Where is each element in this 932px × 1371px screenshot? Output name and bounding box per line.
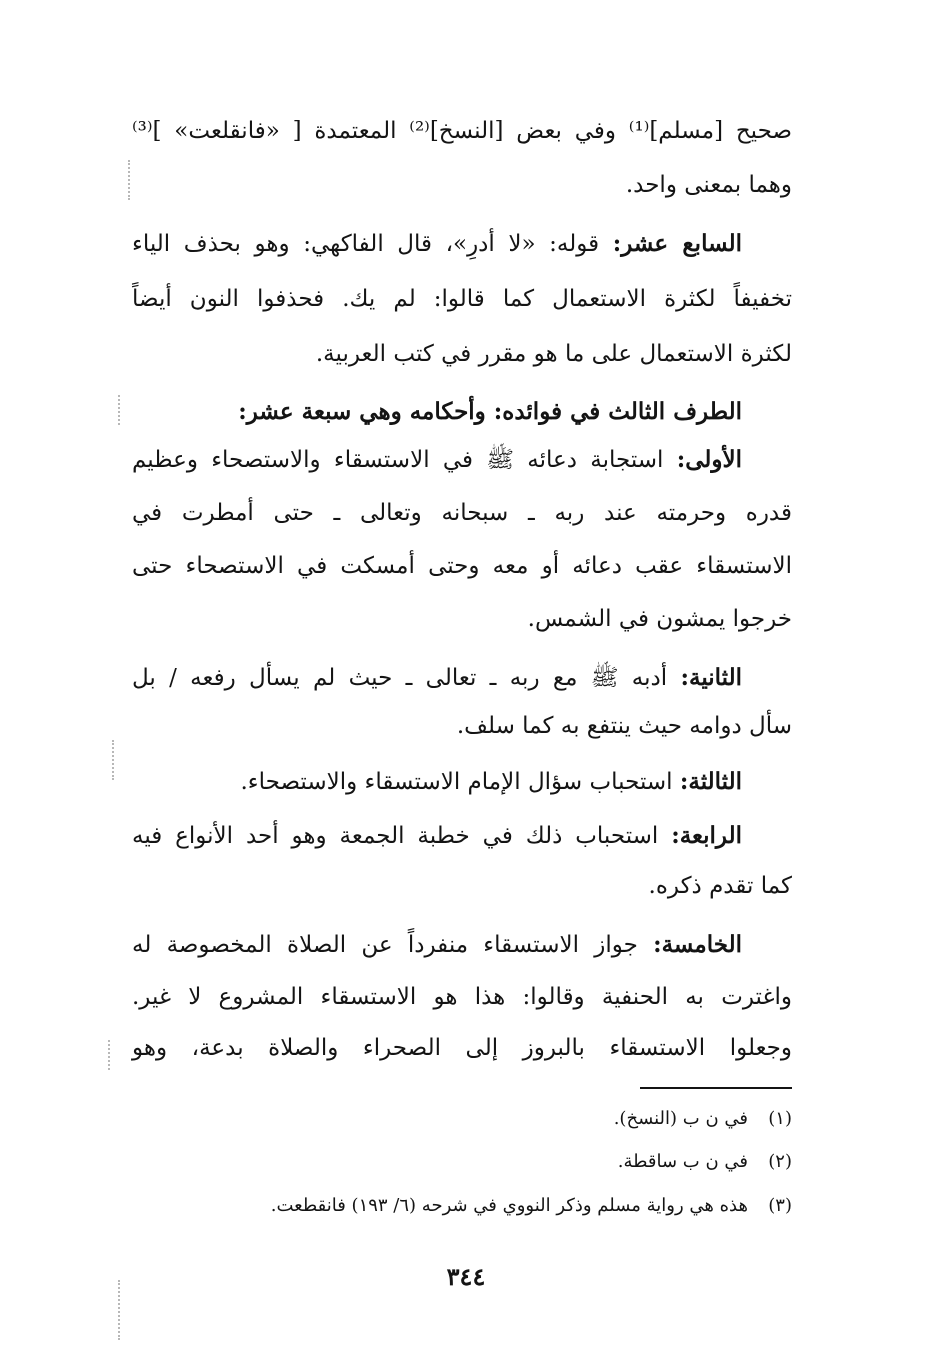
page-number: ٣٤٤ [446,1262,486,1291]
paragraph-fifth-line: الخامسة: جواز الاستسقاء منفرداً عن الصلاة المخصوصة له [132,931,743,958]
footnote-separator [640,1087,792,1089]
footnote-number: (٢) [768,1151,792,1172]
footnote [132,1105,792,1133]
paragraph-label: الثالثة: [679,768,742,795]
paragraph-second-line: الثانية: أدبه ﷺ مع ربه ـ تعالى ـ حيث لم يسأل رفعه / بل [132,664,743,691]
body-line: كما تقدم ذكره. [648,873,792,899]
paragraph-label: الخامسة: [653,931,743,958]
paragraph-label: السابع عشر: [612,230,743,257]
paragraph-seventeenth-line: السابع عشر: قوله: «لا أدرِ»، قال الفاكهي: وهو بحذف الياء [132,230,743,257]
footnote-text: في ن ب ساقطة. [617,1151,748,1172]
paragraph-third-line: الثالثة: استحباب سؤال الإمام الاستسقاء والاستصحاء. [240,768,742,795]
footnote [132,1192,792,1220]
body-line: قدره وحرمته عند ربه ـ سبحانه وتعالى ـ حتى أمطرت في [132,500,792,526]
scan-speck [118,1280,122,1340]
paragraph-label: الرابعة: [671,822,742,849]
footnote-text: هذه هي رواية مسلم وذكر النووي في شرحه (٦/ ١٩٣) فانقطعت. [270,1195,748,1216]
section-heading: الطرف الثالث في فوائده: وأحكامه وهي سبعة عشر: [238,398,742,425]
paragraph-label: الثانية: [680,664,743,691]
body-line: صحيح [مسلم]⁽¹⁾ وفي بعض [النسخ]⁽²⁾ المعتمدة [ «فانقلعت» ]⁽³⁾ [132,118,792,144]
body-line: الاستسقاء عقب دعائه أو معه وحتى أمسكت في الاستصحاء حتى [132,553,792,579]
body-line: وجعلوا الاستسقاء بالبروز إلى الصحراء والصلاة بدعة، وهو [132,1035,792,1061]
body-line: وهما بمعنى واحد. [625,172,792,198]
scan-speck [108,1040,112,1070]
body-line: واغترت به الحنفية وقالوا: هذا هو الاستسقاء المشروع لا غير. [132,984,792,1010]
scan-speck [118,395,122,425]
body-line: لكثرة الاستعمال على ما هو مقرر في كتب العربية. [315,341,792,367]
body-line: خرجوا يمشون في الشمس. [527,606,792,632]
footnote-text: في ن ب (النسخ). [613,1108,748,1129]
footnote-number: (٣) [768,1195,792,1216]
body-line: تخفيفاً لكثرة الاستعمال كما قالوا: لم يك. فحذفوا النون أيضاً [132,286,792,312]
scan-speck [128,160,132,200]
paragraph-fourth-line: الرابعة: استحباب ذلك في خطبة الجمعة وهو أحد الأنواع فيه [132,822,742,849]
paragraph-label: الأولى: [676,446,743,473]
footnote-number: (١) [768,1108,792,1129]
scan-speck [112,740,116,780]
body-line: سأل دوامه حيث ينتفع به كما سلف. [456,713,792,739]
paragraph-first-line: الأولى: استجابة دعائه ﷺ في الاستسقاء والاستصحاء وعظيم [132,446,743,473]
footnote [132,1148,792,1176]
